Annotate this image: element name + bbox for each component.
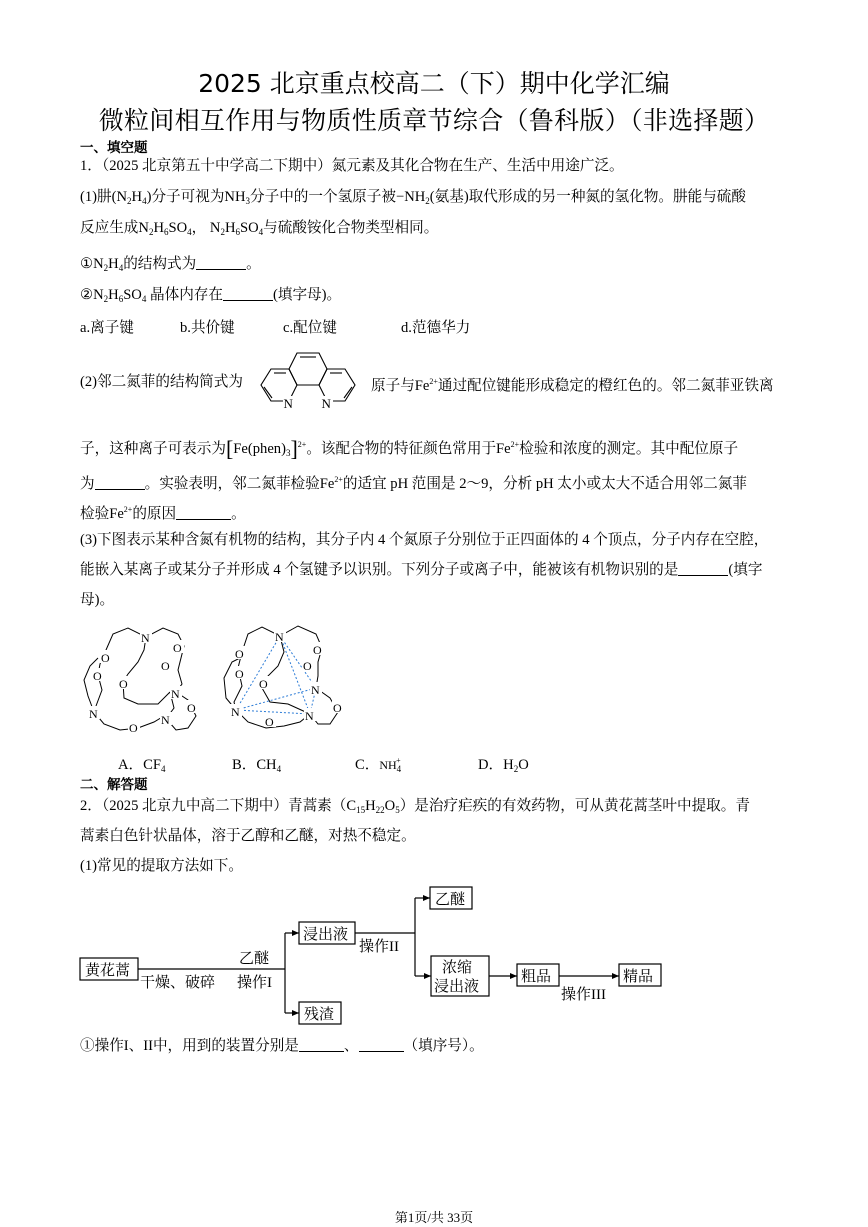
q1-part2-line2: 子，这种离子可表示为$[Fe(phen)_3]^{2+}$。该配合物的特征颜色常用于$Fe^{2+}$检验和浓度的测定。其中配位原子 (80, 436, 739, 461)
flow-label-conc2: 浸出液 (434, 979, 480, 995)
q1-sub2: $②N_2H_6SO_4$ 晶体内存在 (填字母)。 (80, 287, 342, 304)
q1-part3-line2: 能嵌入某离子或某分子并形成 4 个氢键予以识别。下列分子或离子中，能被该有机物识别的是 (填字 (80, 562, 763, 578)
page-title: 2025 北京重点校高二（下）期中化学汇编 (198, 69, 670, 98)
q2-line2: 蒿素白色针状晶体，溶于乙醇和乙醚，对热不稳定。 (80, 828, 416, 844)
q2-line1: 2．（2025 北京九中高二下期中）青蒿素$(C_{15}H_{22}O_5)$是治疗疟疾的有效药物，可从黄花蒿茎叶中提取。青 (80, 798, 750, 815)
choice-b[interactable]: B．$CH_4$ (232, 757, 282, 774)
nitrogen-label: N (161, 713, 170, 727)
oxygen-label: O (187, 701, 196, 715)
flow-label-ether: 乙醚 (435, 892, 466, 908)
answer-blank[interactable] (359, 1036, 404, 1052)
q2-part1: (1)常见的提取方法如下。 (80, 858, 243, 874)
nitrogen-label: N (89, 707, 98, 721)
option-b: b.共价键 (180, 320, 235, 336)
nitrogen-label: N (311, 683, 320, 697)
cryptand-structure-left (78, 620, 208, 745)
answer-blank[interactable] (176, 504, 231, 520)
page-footer: 第1页/共 33页 (394, 1210, 474, 1225)
nitrogen-label: N (283, 396, 293, 411)
flow-label-conc1: 浓缩 (442, 960, 473, 976)
oxygen-label: O (101, 651, 110, 665)
flow-label-residue: 残渣 (304, 1007, 335, 1023)
oxygen-label: O (173, 641, 182, 655)
flow-label-step1: 干燥、破碎 (140, 975, 216, 991)
nitrogen-label: N (321, 396, 331, 411)
oxygen-label: O (119, 677, 128, 691)
nitrogen-label: N (171, 687, 180, 701)
oxygen-label: O (259, 677, 268, 691)
q1-part3-line3: 母)。 (80, 592, 115, 608)
answer-blank[interactable] (196, 254, 246, 270)
answer-blank[interactable] (678, 560, 728, 576)
oxygen-label: O (313, 643, 322, 657)
oxygen-label: O (129, 721, 138, 735)
oxygen-label: O (235, 667, 244, 681)
answer-blank[interactable] (223, 285, 273, 301)
flow-label-op3: 操作III (561, 987, 606, 1003)
page-subtitle: 微粒间相互作用与物质性质章节综合（鲁科版）（非选择题） (98, 106, 770, 135)
flow-label-op2: 操作II (359, 939, 399, 955)
oxygen-label: O (333, 701, 342, 715)
q1-part3-line1: (3)下图表示某种含氮有机物的结构，其分子内 4 个氮原子分别位于正四面体的 4 个顶点，分子内存在空腔， (80, 532, 769, 548)
nitrogen-label: N (305, 709, 314, 723)
q1-part2-line3: 为 。实验表明，邻二氮菲检验$Fe^{2+}$的适宜 pH 范围是 2～9，分析 pH 太小或太大不适合用邻二氮菲 (80, 475, 748, 492)
q2-sub1: ①操作I、II中，用到的装置分别是 、 （填序号）。 (80, 1038, 484, 1054)
flow-label-op1: 操作I (237, 975, 272, 991)
oxygen-label: O (93, 669, 102, 683)
choice-c[interactable]: C．$NH_4^+$ (355, 756, 402, 774)
q1-part1-line1: (1)肼$(N_2H_4)$分子可视为$NH_3$分子中的一个氢原子被$-NH_2$(氨基)取代形成的另一种氮的氢化物。肼能与硫酸 (80, 189, 746, 206)
option-c: c.配位键 (283, 320, 337, 336)
oxygen-label: O (235, 647, 244, 661)
flow-label-extract: 浸出液 (303, 927, 349, 943)
nitrogen-label: N (141, 631, 150, 645)
nitrogen-label: N (275, 630, 284, 644)
answer-blank[interactable] (299, 1036, 344, 1052)
oxygen-label: O (303, 659, 312, 673)
extraction-flow-diagram (0, 880, 868, 1030)
q1-part2-line4: 检验$Fe^{2+}$的原因 。 (80, 505, 246, 522)
q1-part2-line1: 原子与$Fe^{2+}$通过配位键能形成稳定的橙红色的。邻二氮菲亚铁离 (371, 377, 774, 394)
flow-label-start: 黄花蒿 (85, 963, 131, 979)
section-heading-fill: 一、填空题 (80, 140, 148, 156)
flow-label-pure: 精品 (623, 969, 654, 985)
option-d: d.范德华力 (401, 320, 471, 336)
oxygen-label: O (161, 659, 170, 673)
nitrogen-label: N (231, 705, 240, 719)
phenanthroline-structure (253, 345, 368, 417)
flow-label-crude: 粗品 (521, 969, 552, 985)
q1-part2-label: (2)邻二氮菲的结构简式为 (80, 374, 243, 390)
choice-a[interactable]: A．$CF_4$ (118, 757, 166, 774)
option-a: a.离子键 (80, 320, 134, 336)
cryptand-structure-right (218, 618, 358, 745)
flow-label-solvent: 乙醚 (239, 951, 270, 967)
answer-blank[interactable] (95, 474, 145, 490)
choice-d[interactable]: D．$H_2O$ (478, 757, 529, 774)
q1-part1-line2: 反应生成$N_2H_6SO_4$， $N_2H_6SO_4$与硫酸铵化合物类型相同。 (80, 220, 439, 237)
q1-sub1: $①N_2H_4$的结构式为 。 (80, 256, 261, 273)
oxygen-label: O (265, 715, 274, 729)
section-heading-answer: 二、解答题 (80, 777, 148, 793)
q1-header: 1．（2025 北京第五十中学高二下期中）氮元素及其化合物在生产、生活中用途广泛。 (80, 158, 624, 174)
